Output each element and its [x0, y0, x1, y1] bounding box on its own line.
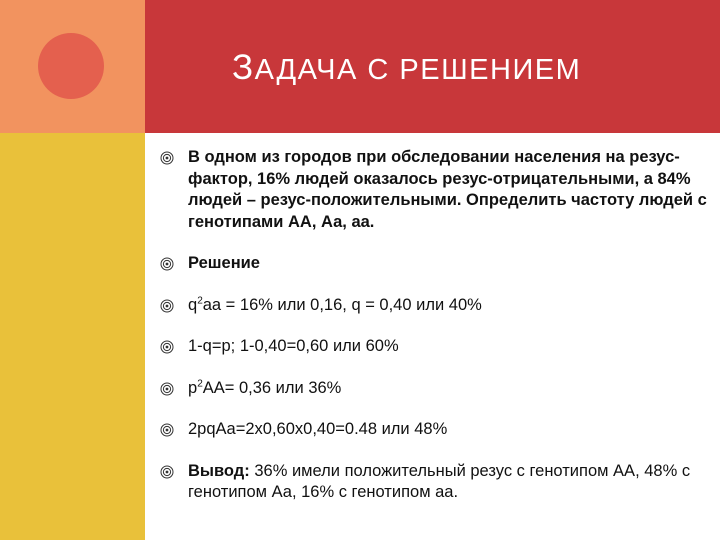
bullet-icon [160, 257, 174, 271]
bullet-icon [160, 423, 174, 437]
circle-decoration [38, 33, 104, 99]
list-item [160, 378, 710, 400]
list-item [160, 461, 710, 504]
bullet-icon [160, 151, 174, 165]
problem-statement: В одном из городов при обследовании населения на резус-фактор, 16% людей оказалось резус-отрицательными, а 84% людей – резус-положительными. Определить частоту людей с генотипами АА, Аа, аа. [188, 148, 707, 231]
slide-title [232, 48, 581, 88]
conclusion-label: Вывод: [188, 461, 250, 480]
equation-q2: $q^2aa = 16\%$ или 0,16, q = 0,40 или 40% [188, 295, 482, 314]
list-item [160, 295, 710, 317]
solution-heading: Решение [188, 254, 260, 272]
equation-p: 1-q=p; 1-0,40=0,60 или 60% [188, 337, 399, 355]
title-rest: АДАЧА С РЕШЕНИЕМ [254, 54, 582, 86]
side-stripe [0, 133, 145, 540]
bullet-icon [160, 382, 174, 396]
equation-2pq: 2pqAa=2x0,60x0,40=0.48 или 48% [188, 420, 448, 438]
conclusion [188, 462, 690, 502]
list-item [160, 336, 710, 358]
bullet-icon [160, 465, 174, 479]
bullet-icon [160, 299, 174, 313]
equation-p2: $p^2AA= 0,36$ или 36% [188, 378, 342, 397]
list-item [160, 147, 710, 233]
bullet-list [160, 147, 710, 524]
bullet-icon [160, 340, 174, 354]
list-item [160, 253, 710, 275]
title-initial: З [232, 48, 255, 87]
conclusion-text: 36% имели положительный резус с генотипом АА, 48% с генотипом Аа, 16% с генотипом аа. [188, 461, 691, 501]
list-item [160, 419, 710, 441]
